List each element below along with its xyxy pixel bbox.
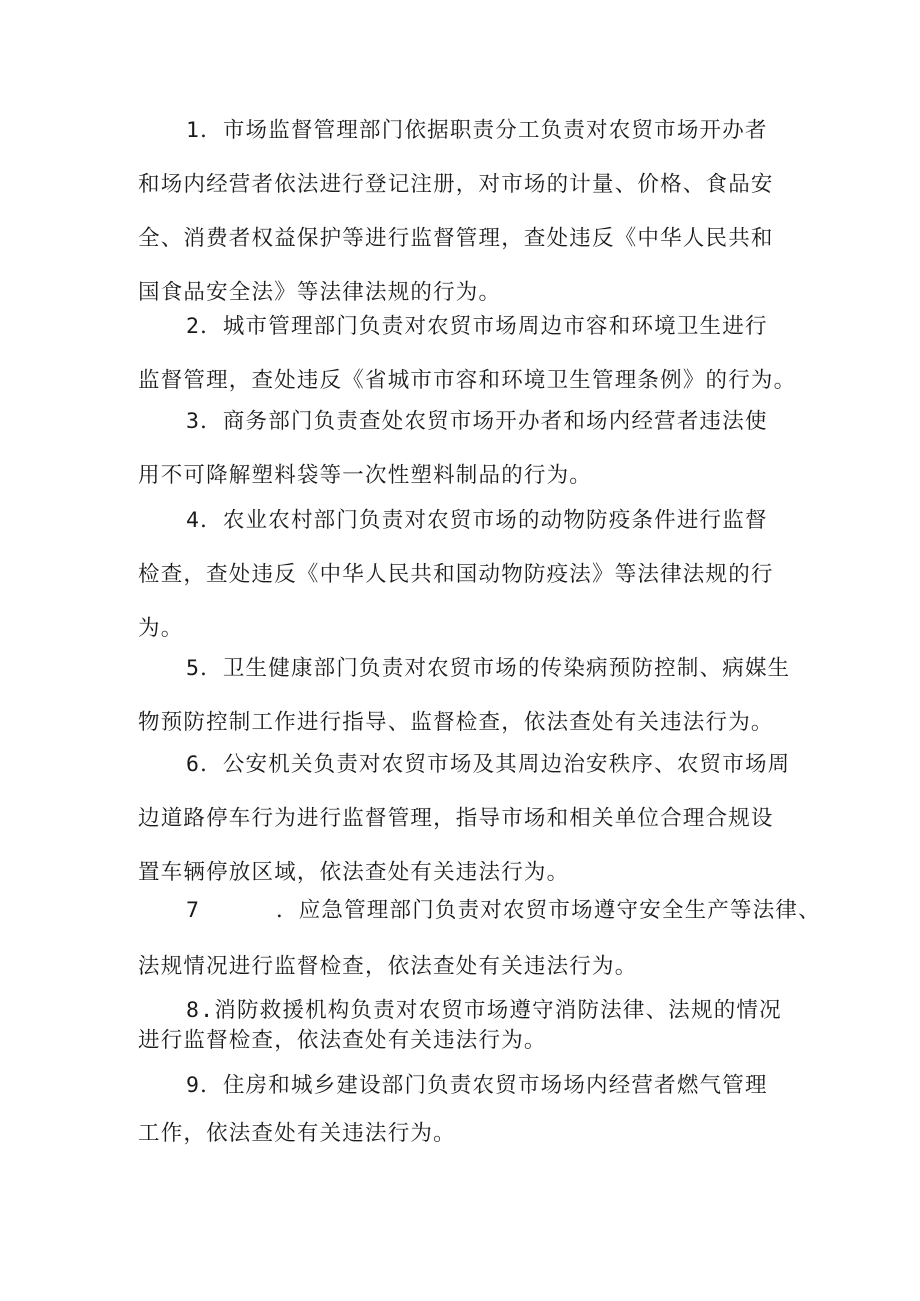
list-item-8-line-1 (138, 996, 782, 1026)
list-item-9-number: 9 (186, 1073, 201, 1098)
list-item-7-continuation (138, 940, 637, 994)
list-item-6-text-1: ．公安机关负责对农贸市场及其周边治安秩序、农贸市场周 (200, 752, 791, 777)
list-item-2-number: 2 (186, 314, 201, 339)
list-item-5-line-1 (138, 642, 790, 696)
list-item-7-text-1: ．应急管理部门负责对农贸市场遵守安全生产等法律、 (276, 898, 821, 923)
list-item-3 (138, 395, 768, 503)
list-item-3-line-1 (138, 395, 768, 449)
list-item-9-line-1 (138, 1059, 768, 1113)
list-item-6-line-3: 置车辆停放区域，依法查处有关违法行为。 (138, 860, 570, 885)
list-item-4 (138, 494, 774, 656)
list-item-2 (138, 300, 796, 408)
list-item-7-line-1 (138, 884, 821, 938)
list-item-4-line-2: 检查，查处违反《中华人民共和国动物防疫法》等法律法规的行 (138, 562, 774, 587)
list-item-1-line-2: 和场内经营者依法进行登记注册，对市场的计量、价格、食品安 (138, 172, 774, 197)
list-item-1-line-4: 国食品安全法》等法律法规的行为。 (138, 280, 502, 305)
list-item-7-line-2: 法规情况进行监督检查，依法查处有关违法行为。 (138, 954, 638, 979)
list-item-3-text-1: ．商务部门负责查处农贸市场开办者和场内经营者违法使 (200, 409, 768, 434)
list-item-4-line-1 (138, 494, 774, 548)
list-item-3-number: 3 (186, 409, 201, 434)
list-item-5-line-2: 物预防控制工作进行指导、监督检查，依法查处有关违法行为。 (138, 710, 774, 735)
list-item-4-line-3: 为。 (138, 616, 184, 641)
list-item-6 (138, 738, 790, 900)
list-item-2-line-2: 监督管理，查处违反《省城市市容和环境卫生管理条例》的行为。 (138, 368, 797, 393)
list-item-9-continuation (138, 1107, 456, 1161)
list-item-4-number: 4 (186, 508, 201, 533)
list-item-9 (138, 1059, 768, 1113)
list-item-5-text-1: ．卫生健康部门负责对农贸市场的传染病预防控制、病媒生 (200, 656, 791, 681)
list-item-1-number: 1 (186, 118, 201, 143)
list-item-5-number: 5 (186, 656, 201, 681)
list-item-6-line-2: 边道路停车行为进行监督管理，指导市场和相关单位合理合规设 (138, 806, 774, 831)
list-item-6-number: 6 (186, 752, 201, 777)
list-item-8-line-2: 进行监督检查，依法查处有关违法行为。 (138, 1028, 547, 1053)
list-item-9-text-1: ．住房和城乡建设部门负责农贸市场场内经营者燃气管理 (200, 1073, 768, 1098)
list-item-3-line-2: 用不可降解塑料袋等一次性塑料制品的行为。 (138, 463, 593, 488)
list-item-7 (138, 884, 821, 938)
list-item-1-line-3: 全、消费者权益保护等进行监督管理，查处违反《中华人民共和 (138, 226, 774, 251)
list-item-1 (138, 104, 774, 320)
list-item-1-line-1 (138, 104, 774, 158)
list-item-8-number: 8. (186, 998, 215, 1023)
list-item-8 (138, 996, 782, 1056)
list-item-7-number: 7 (186, 898, 201, 923)
list-item-5 (138, 642, 790, 750)
list-item-4-text-1: ．农业农村部门负责对农贸市场的动物防疫条件进行监督 (200, 508, 768, 533)
list-item-2-text-1: ．城市管理部门负责对农贸市场周边市容和环境卫生进行 (200, 314, 768, 339)
list-item-8-text-1: 消防救援机构负责对农贸市场遵守消防法律、法规的情况 (214, 998, 782, 1023)
list-item-2-line-1 (138, 300, 796, 354)
list-item-1-text-1: ．市场监督管理部门依据职责分工负责对农贸市场开办者 (200, 118, 768, 143)
list-item-6-line-1 (138, 738, 790, 792)
list-item-9-line-2: 工作，依法查处有关违法行为。 (138, 1121, 456, 1146)
